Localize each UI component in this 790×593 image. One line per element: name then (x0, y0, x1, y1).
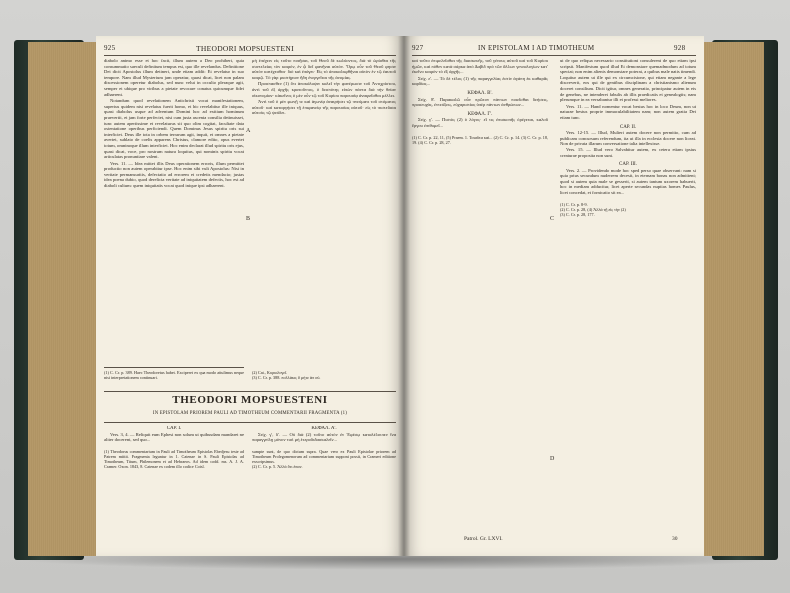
paragraph: Vers. 15. — Illud vero Salvabitur autem, ex cetera etiam ipsius creaturae proposita non sunt. (560, 146, 696, 158)
paragraph: Στίχ. ε'. — Τὸ δὲ τέλος (1) τῆς παραγγελίας ἐστὶν ἀγάπη ἐκ καθαρᾶς καρδίας... (412, 75, 548, 87)
right-page (404, 36, 704, 556)
right-footnotes (252, 370, 396, 388)
footnote: (2) C. Cr. p. 5. Ἀλλὰ ὅτι ἐπαν. (252, 464, 303, 470)
paragraph: Προσπασθεν (1) ὅτι ἀποκάλυψιν καλεῖ τὴν φανέρωσιν τοῦ Ἀντιχρίστου, ἀντὶ τοῦ ἐξ ἀρχῆς κρατοῦντος, ὁ δεσπότης εἰπὼν πάντα διὰ τὴν θείαν οἰκονομίαν· κἀκεῖνος ὁ μὲν οὖν τῷ τοῦ Κυρίου παρουσίᾳ ἀναιρεῖσθαι μέλλει. (252, 81, 396, 98)
greek-chapter-block (252, 426, 396, 550)
footnote: (2) Cat., Κυριολογεῖ. (252, 370, 288, 375)
footnote: (2) C. Cr. p. 28, (4) Ἀλλὰ τῇ εἰς τὴν (2) (560, 206, 626, 212)
margin-letter-d: D (550, 456, 555, 462)
footnote-rule (104, 367, 244, 368)
chapter-heading: ΚΕΦΑΛ. Β'. (467, 90, 493, 96)
paragraph: Στίχ. γ', δ'. — Οὐ διὰ (2) τοῦτο αὐτὸν ἐν Ἐφέσῳ καταλέλοιπεν ἵνα παραγγείλῃ μόνον τισὶ μὴ ἑτεροδιδασκαλεῖν... (252, 431, 396, 443)
treatise-title: THEODORI MOPSUESTENI (172, 394, 328, 406)
footnote: (1) C. Cr. p. 389. Haec Theodoretus habet. Exciperet ex qua modo attulimus neque nisi interpretationem continuari. (104, 370, 244, 381)
signature-number: 30 (672, 536, 678, 542)
paragraph: μή ἐπέχειν εἰς τοῦτο ποιῆσαι, τοῦ Θεοῦ δὲ κωλύοντος, διὰ τὸ ὡρίσθαι τῆς συντελείας τὸν καιρόν, ἐν ᾧ δεῖ φανῆναι αὐτόν. Ὅρῳ οὖν τοῦ Θεοῦ φησιν αὐτὸν κατέχεσθαι· διὸ καὶ ἐπάγει· Εἰς τὸ ἀποκαλυφθῆναι αὐτὸν ἐν τῷ ἑαυτοῦ καιρῷ. Τὸ γὰρ μυστήριον ἤδη ἐνεργεῖται τῆς ἀνομίας. (252, 58, 396, 80)
footnote: sumpte sunt, de quo dictum supra. Quae vero ex Pauli Epistolae priorem ad Timotheum Prolegomenorum ad commentarium supponi possit, in Crameri editione exscripsimus. (252, 448, 396, 465)
chapter-heading: ΚΕΦΑΛ. Α'. (311, 426, 337, 431)
margin-letter-b: B (246, 216, 251, 222)
head-rule (104, 55, 396, 56)
paragraph: Ἀντὶ τοῦ ὁ μὲν φωνῇ τε καὶ ἀγωνίᾳ ἀναιρήσει τῷ πνεύματι τοῦ στόματος αὐτοῦ· καὶ καταργήσει τῇ ἐπιφανείᾳ τῆς παρουσίας αὐτοῦ· εἰς τὸ πιστεῦσαι αὐτοὺς τῷ ψεύδει. (252, 99, 396, 116)
right-running-head: IN EPISTOLAM I AD TIMOTHEUM (478, 44, 595, 52)
left-running-head: THEODORI MOPSUESTENI (196, 44, 294, 53)
chapter-heading: ΚΕΦΑΛ. Γ'. (467, 111, 493, 117)
paragraph: καὶ τοῦτο ἐπιμελεῖσθαι τῆς διασκευῆς, τοῦ γένους αὐτοῦ καὶ τοῦ Κυρίου ἡμῶν, καὶ πόθεν κατὰ σάρκα ἀπὸ Δαβὶδ πρὸ τῶν ἄλλων γενεαλογίων κατ' ἐκεῖνο καιρὸν τὸ ἐξ ἀρχῆς... (412, 58, 548, 75)
paragraph: Vers. 11. — Hand nomentur vocat bestus hoc in loco Deum, non ut naturae bestus proprie immaculabilitatem nam; non autem gratia Dei etiam tunc. (560, 103, 696, 120)
paragraph: Vers. 11. — Idea mittet illis Deus operationem erroris, illum permittet productio non autem operabitur ipse. Hoc enim sibi vult Apostolus: Nisi in veritate permansuritis, defectatio ad errorem et credetis mendacio; justas idea poena dubio, quod derelicta veritate ad iniquitatem defectis, hoc est ad diaboli cultum: quem iniquitatis vocat quod inique ipsi adhaerent. (104, 160, 244, 189)
latin-chapter-block (104, 426, 244, 550)
footnote: (1) C. Cr. p. 8-9. (560, 201, 588, 207)
right-latin-column (560, 58, 696, 528)
left-footnotes (104, 370, 244, 388)
gutter-shadow (398, 36, 410, 556)
left-page-number: 925 (104, 44, 116, 52)
margin-letter-a: A (246, 128, 251, 134)
chapter-heading: CAP. II. (619, 124, 637, 130)
left-latin-column (104, 58, 244, 364)
page-edges-left (28, 42, 96, 556)
paragraph: Vers. 3, 4. — Reliquit eum Ephesi non solum ut quibusdam mandaret ne aliter docerent, sed quo... (104, 431, 244, 443)
page-edges-right (700, 42, 764, 556)
right-page-number-2: 928 (674, 44, 686, 52)
right-page-number: 927 (412, 44, 424, 52)
paragraph: Vers. 12-15. — Illud, Mulieri autem docere non permitto, cum ad publicam concursum referendum, ita ut illa in ecclesia docere non liceat. Non de privata illarum conversatione talia intellexisse. (560, 130, 696, 147)
head-rule (412, 55, 696, 56)
chapter-heading: CAP. III. (619, 162, 637, 168)
treatise-subtitle: IN EPISTOLAM PRIOREM PAULI AD TIMOTHEUM COMMENTARII FRAGMENTA (1) (152, 411, 348, 416)
paragraph: Στίχ. γ'. — Πιστὸς (2) ὁ λόγος· εἴ τις ἐπισκοπῆς ὀρέγεται, καλοῦ ἔργου ἐπιθυμεῖ... (412, 117, 548, 128)
paragraph: Notandum quod revelationem Antichristi vocat manifestationem, superius quidem nisi revelatus fuerit homo, et hic revelabitur ille iniquus, quasi diabolus usque ad adventum Domini hoc ad exitium hominum praevertit, et jam forte perfeciet, nisi cum justa ascenta consilia detinuisset, tunc autem apertissime et revelaturus sit quo olim cogitat, facultate data ostentatione operibus perficiendi. Quem Dominus Jesus spiritu oris sui interficiet. Deus ille tota in orbem terrarum agit, inquit, et omnes a pietate avertet, sublato de coelis apparens Christus, clamore edito, opus evertet totum, omninoque illum interficiet. Hoc enim declarat illud spiritu oris ejus, quasi dicat, voce, pro nostrum natura loquitus, qui nominis spiritu vocat articulatas pronuntiare valent. (104, 98, 244, 160)
footnote: (1) Theodorus commentarium in Pauli ad Timotheum Epistolas Ebedjesu teste ad Patrem mittit. Fragmenta leguntur in 1. Catenae in S. Pauli Epistolas ad Timotheum, Titum, Philemonem et ad Hebraeos. Ad idem codd. ms. A. J. A. Cramer. Oxon. 1843, 8. Catenae ex codem illo codice Coisl. (104, 448, 244, 470)
footnote: (3) C. Cr. p. 388. πολλάκις ὅ μήτε ἀπ οὐ. (252, 375, 321, 381)
left-greek-column (252, 58, 396, 364)
chapter-heading: CAP. I. (166, 426, 182, 431)
paragraph: diabolo animo esse et hoc facit, illum autem a Deo prohiberi, quia consummatio saeculi definitum tempus est, quo ille revelandus. Definitione Dei dicit Apostolus illum detineri, unde etiam addit: Et revelatur in suo tempore. Nam illud Mysterium jam operatur, quasi dicat, licet non palam discessionem operetur diabolus, sed nunc velut in occulto pleraque agit, semper et ubique pro viribus a pietate revocare conatus quicumque fidei adhaerent. (104, 58, 244, 97)
paragraph: Στίχ. 8'. Παρακαλῶ οὖν πρῶτον πάντων ποιεῖσθαι δεήσεις, προσευχάς, ἐντεύξεις, εὐχαριστίας ὑπὲρ πάντων ἀνθρώπων... (412, 96, 548, 108)
margin-letter-c: C (550, 216, 555, 222)
footnote: (1) C. Cr. p. 22, 11, (5) Praem. 1. Τοιαῦτα καὶ... (2) C. Cr. p. 14. (3) C. Cr. p. 18, 19. (4) C. Cr. p. 28, 27. (412, 134, 548, 145)
title-rule-bottom (104, 422, 396, 423)
paragraph: Vers. 2. — Providendo mode hoc sped perso quae observant: nam si quia prius secundum nuderrem decesit, in eternam bonas non admittent; quod si autem quia male se gesserit, si autem tantum uxorem habuerit, hoc in mediam adducitur, licet aperte secundas nuptias homes Paulus, licet concedat, et fornicatio sit ea... (560, 167, 696, 196)
footnote: (3) C. Cr. p. 28, 177. (560, 212, 595, 218)
left-page (96, 36, 404, 556)
paragraph: ut de quo reliqua necessario constitutioni consulerent de quo etiam ipsi scripsit. Manifestum quod illud Et demonstare quemadmodum ad totum spectat; non enim alienis demonstare poterat, a quibus male natis timendi. Loquitur autem ut ille qui ex circumcisione, qui etiam negante a lege discreverit, eos qui de gentibus disciplinam a christianismo alienum doceret consilium. Dicit igitur, omnes generatio, principatur autem in eis de genebus, ne intenderet fabulis ab illis praedicatis et genealogiis; nam plerumque in ea versabantur illi et professi meliores. (560, 58, 696, 103)
signature-line: Patrol. Gr. LXVI. (464, 536, 503, 542)
right-greek-column (412, 58, 548, 528)
title-rule (104, 391, 396, 392)
